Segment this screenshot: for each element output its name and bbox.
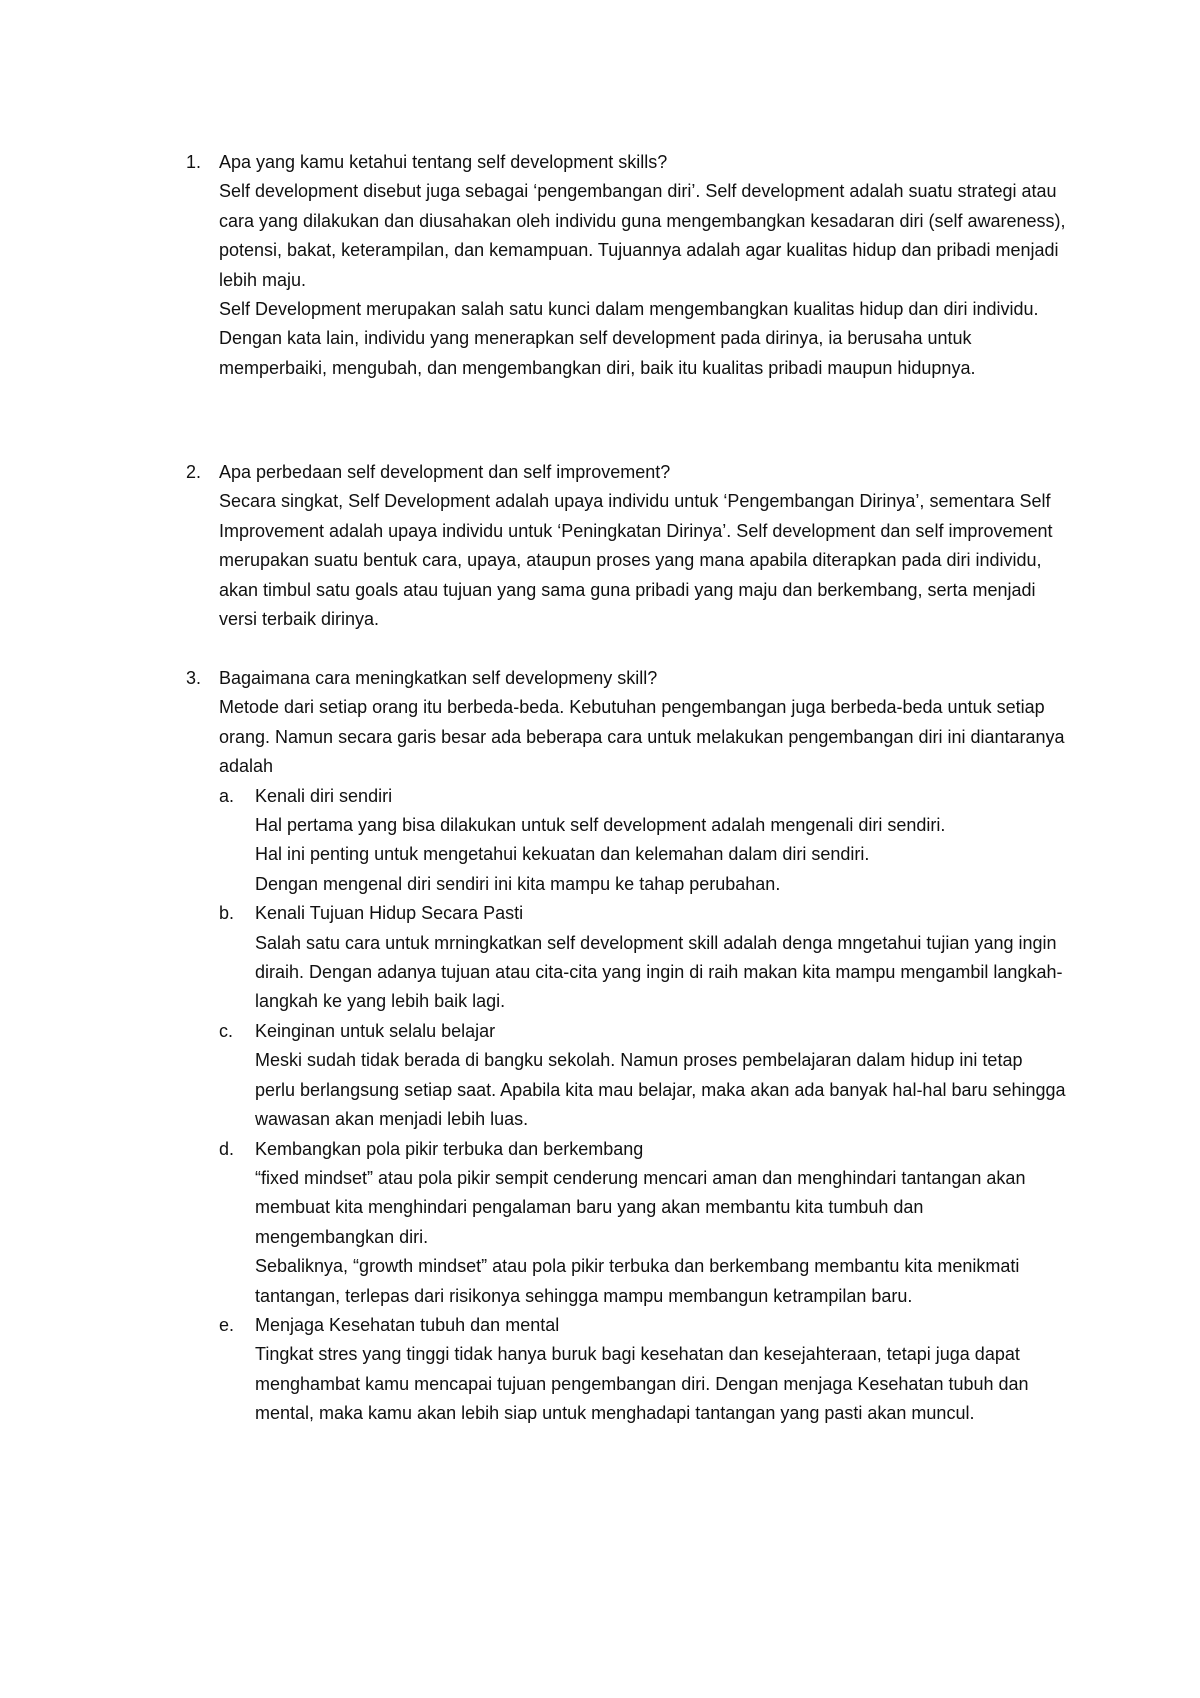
sub-item-body [255, 782, 1066, 900]
sub-item-body [255, 1311, 1066, 1429]
sub-item-title: Kenali diri sendiri [255, 785, 393, 806]
sub-item-paragraph: Dengan mengenal diri sendiri ini kita mampu ke tahap perubahan. [255, 873, 781, 894]
sub-item-body [255, 1135, 1066, 1311]
question-3 [186, 664, 1066, 1429]
sub-item-c [219, 1017, 1066, 1135]
question-body [219, 664, 1066, 1429]
sub-item-body [255, 899, 1066, 1017]
sub-item-title: Kenali Tujuan Hidup Secara Pasti [255, 903, 524, 924]
sub-item-paragraph: Hal pertama yang bisa dilakukan untuk self development adalah mengenali diri sendiri. [255, 815, 946, 836]
question-title: Bagaimana cara meningkatkan self developmeny skill? [219, 668, 658, 688]
question-number: 3. [186, 668, 202, 688]
sub-item-letter: a. [219, 785, 235, 806]
sub-item-letter: c. [219, 1020, 234, 1041]
sub-item-d [219, 1135, 1066, 1311]
sub-item-letter: b. [219, 903, 235, 924]
sub-item-paragraph: Sebaliknya, “growth mindset” atau pola pikir terbuka dan berkembang membantu kita menikmati tantangan, terlepas dari risikonya sehingga mampu membangun ketrampilan baru. [255, 1256, 1020, 1306]
sub-item-paragraph: Meski sudah tidak berada di bangku sekolah. Namun proses pembelajaran dalam hidup ini tetap perlu berlangsung setiap saat. Apabila kita mau belajar, maka akan ada banyak hal-hal baru sehingga wawasan akan menjadi lebih luas. [255, 1050, 1066, 1130]
sub-item-letter: d. [219, 1138, 235, 1159]
question-body [219, 458, 1066, 634]
sub-item-paragraph: Hal ini penting untuk mengetahui kekuatan dan kelemahan dalam diri sendiri. [255, 844, 870, 865]
answer-paragraph: Self development disebut juga sebagai ‘pengembangan diri’. Self development adalah suatu strategi atau cara yang dilakukan dan diusahakan oleh individu guna mengembangkan kesadaran diri (self awareness), potensi, bakat, keterampilan, dan kemampuan. Tujuannya adalah agar kualitas hidup dan pribadi menjadi lebih maju. [219, 181, 1066, 290]
sub-item-letter: e. [219, 1314, 235, 1335]
answer-intro: Metode dari setiap orang itu berbeda-beda. Kebutuhan pengembangan juga berbeda-beda untuk setiap orang. Namun secara garis besar ada beberapa cara untuk melakukan pengembangan diri ini diantaranya adalah [219, 697, 1065, 777]
sub-item-a [219, 782, 1066, 900]
question-1 [186, 148, 1066, 383]
sub-item-title: Kembangkan pola pikir terbuka dan berkembang [255, 1138, 644, 1159]
sub-item-paragraph: “fixed mindset” atau pola pikir sempit cenderung mencari aman dan menghindari tantangan akan membuat kita menghindari pengalaman baru yang akan membantu kita tumbuh dan mengembangkan diri. [255, 1167, 1026, 1247]
question-number: 1. [186, 152, 202, 172]
answer-paragraph: Self Development merupakan salah satu kunci dalam mengembangkan kualitas hidup dan diri individu. Dengan kata lain, individu yang menerapkan self development pada dirinya, ia berusaha untuk memperbaiki, mengubah, dan mengembangkan diri, baik itu kualitas pribadi maupun hidupnya. [219, 299, 1039, 378]
sub-item-title: Keinginan untuk selalu belajar [255, 1020, 496, 1041]
question-title: Apa perbedaan self development dan self improvement? [219, 462, 671, 482]
sub-item-body [255, 1017, 1066, 1135]
sub-item-paragraph: Tingkat stres yang tinggi tidak hanya buruk bagi kesehatan dan kesejahteraan, tetapi juga dapat menghambat kamu mencapai tujuan pengembangan diri. Dengan menjaga Kesehatan tubuh dan mental, maka kamu akan lebih siap untuk menghadapi tantangan yang pasti akan muncul. [255, 1344, 1029, 1424]
answer-paragraph: Secara singkat, Self Development adalah upaya individu untuk ‘Pengembangan Dirinya’, sementara Self Improvement adalah upaya individu untuk ‘Peningkatan Dirinya’. Self development dan self improvement merupakan suatu bentuk cara, upaya, ataupun proses yang mana apabila diterapkan pada diri individu, akan timbul satu goals atau tujuan yang sama guna pribadi yang maju dan berkembang, serta menjadi versi terbaik dirinya. [219, 491, 1053, 630]
question-number: 2. [186, 462, 202, 482]
question-title: Apa yang kamu ketahui tentang self development skills? [219, 152, 668, 172]
question-2 [186, 458, 1066, 634]
sub-item-b [219, 899, 1066, 1017]
sub-item-paragraph: Salah satu cara untuk mrningkatkan self development skill adalah denga mngetahui tujian yang ingin diraih. Dengan adanya tujuan atau cita-cita yang ingin di raih makan kita mampu mengambil langkah-langkah ke yang lebih baik lagi. [255, 932, 1063, 1012]
question-body [219, 148, 1066, 383]
sub-item-title: Menjaga Kesehatan tubuh dan mental [255, 1314, 560, 1335]
sub-item-e [219, 1311, 1066, 1429]
